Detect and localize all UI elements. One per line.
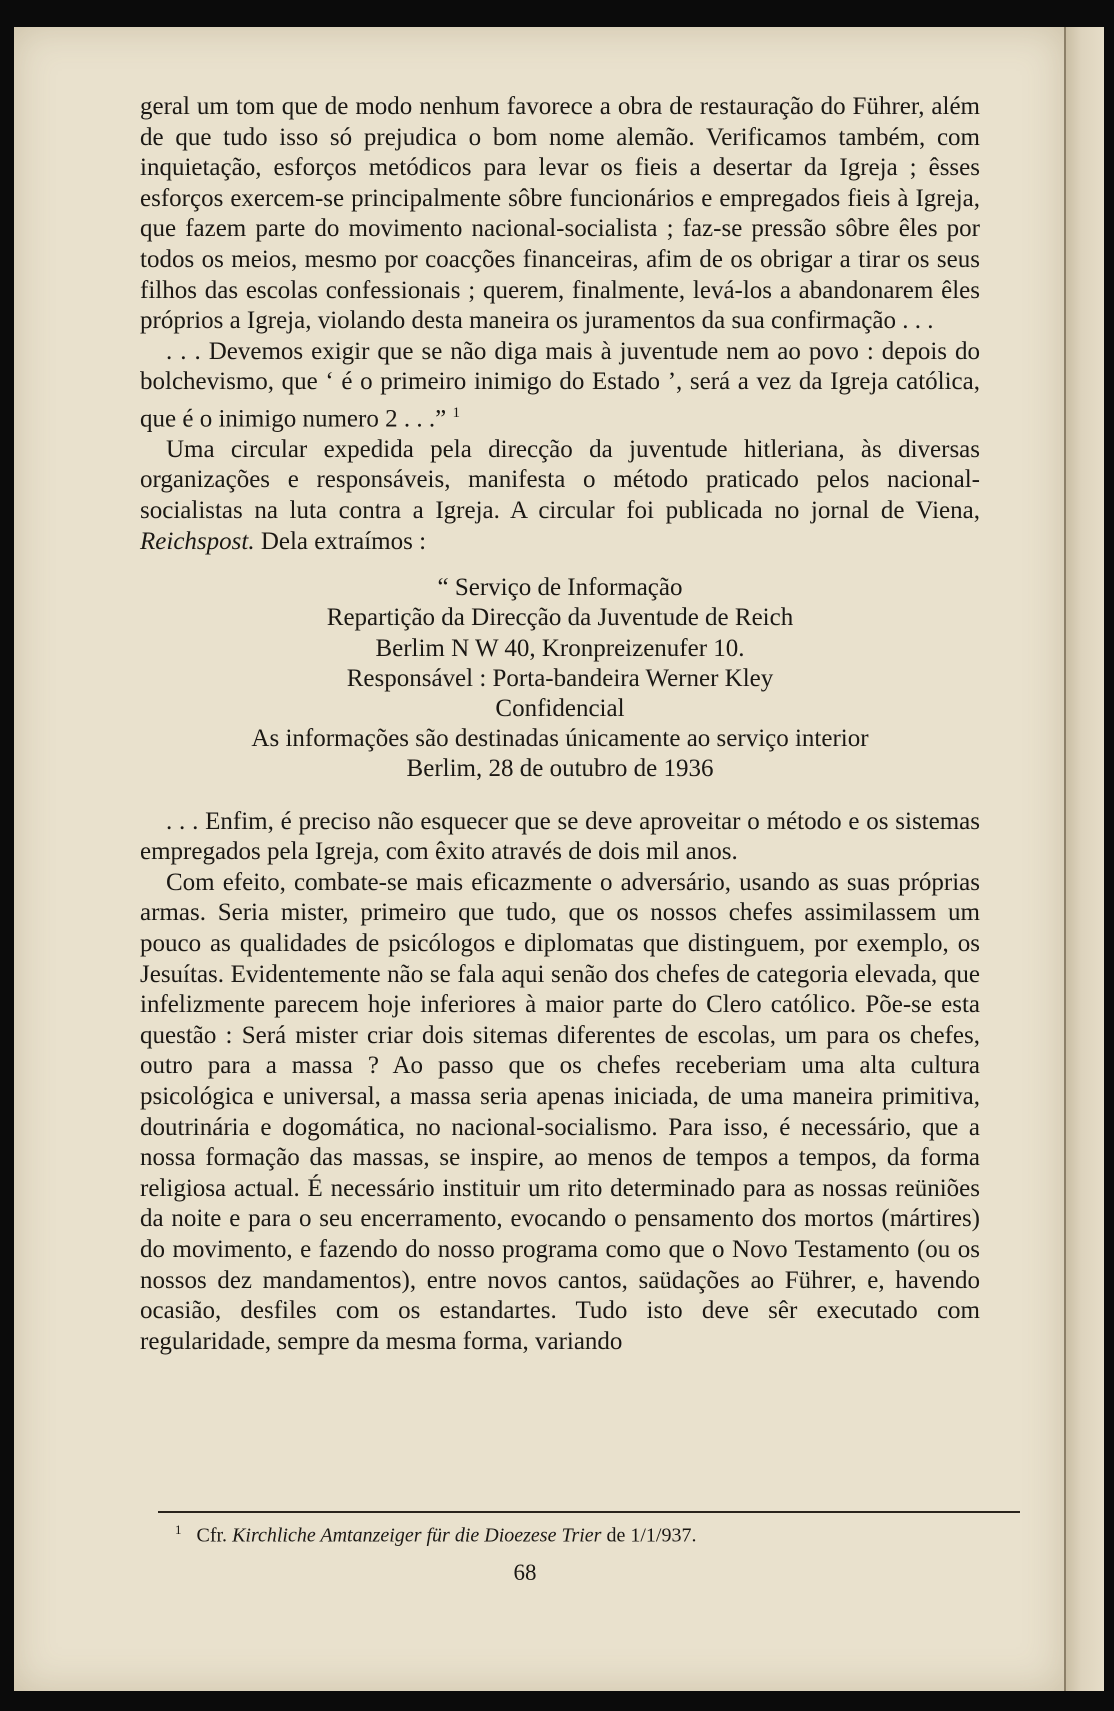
circular-header-line-3: Berlim N W 40, Kronpreizenufer 10. — [375, 634, 745, 662]
paragraph-3-start: Uma circular expedida pela direcção da juventude hitleriana, às diversas organizações e responsáveis, manifesta o método praticado pelos nacional-socialistas na luta contra a Igreja. A circular foi publicada no jornal de Viena, — [140, 435, 980, 525]
footnote-marker: 1 — [175, 1522, 182, 1537]
paragraph-2-text: . . . Devemos exigir que se não diga mais à juventude nem ao povo : depois do bolchevismo, que ‘ é o primeiro inimigo do Estado ’, será a vez da Igreja católica, que é o inimigo numero 2 . . .” — [140, 337, 980, 433]
footnote-title: Kirchliche Amtanzeiger für die Dioezese Trier — [232, 1524, 602, 1547]
page-number: 68 — [513, 1560, 537, 1585]
footnote-prefix: Cfr. — [196, 1524, 228, 1547]
circular-header-line-6: As informações são destinadas únicamente ao serviço interior — [251, 725, 869, 753]
circular-header-line-7: Berlim, 28 de outubro de 1936 — [406, 755, 714, 783]
circular-header-line-2: Repartição da Direcção da Juventude de Reich — [326, 604, 794, 632]
circular-header-line-4: Responsável : Porta-bandeira Werner Kley — [346, 664, 774, 692]
circular-header-line-5: Confidencial — [495, 695, 625, 723]
footnote — [175, 1522, 995, 1548]
page-text — [140, 92, 980, 1357]
paragraph-3 — [140, 435, 980, 557]
paragraph-2 — [140, 337, 980, 435]
journal-name: Reichspost. — [140, 527, 255, 555]
paragraph-1: geral um tom que de modo nenhum favorece a obra de restauração do Führer, além de que tudo isso só prejudica o bom nome alemão. Verificamos também, com inquietação, esforços metódicos para levar os fieis a desertar da Igreja ; êsses esforços exercem-se principalmente sôbre funcionários e empregados fieis à Igreja, que fazem parte do movimento nacional-socialista ; faz-se pressão sôbre êles por todos os meios, mesmo por coacções financeiras, afim de os obrigar a tirar os seus filhos das escolas confessionais ; querem, finalmente, levá-los a abandonarem êles próprios a Igreja, violando desta maneira os juramentos da sua confirmação . . . — [140, 93, 980, 335]
next-page-edge — [1064, 27, 1104, 1691]
paragraph-3-end: Dela extraímos : — [260, 527, 427, 555]
footnote-ref: 1 — [452, 404, 460, 421]
circular-header — [140, 573, 980, 784]
footnote-divider — [158, 1511, 1020, 1513]
circular-header-line-1: “ Serviço de Informação — [437, 574, 683, 602]
paragraph-4: . . . Enfim, é preciso não esquecer que se deve aproveitar o método e os sistemas empregados pela Igreja, com êxito através de dois mil anos. — [140, 807, 980, 866]
paragraph-5: Com efeito, combate-se mais eficazmente o adversário, usando as suas próprias armas. Seria mister, primeiro que tudo, que os nossos chefes assimilassem um pouco as qualidades de psicólogos e diplomatas que distinguem, por exemplo, os Jesuítas. Evidentemente não se fala aqui senão dos chefes de categoria elevada, que infelizmente parecem hoje inferiores à maior parte do Clero católico. Põe-se esta questão : Será mister criar dois sitemas diferentes de escolas, um para os chefes, outro para a massa ? Ao passo que os chefes receberiam uma alta cultura psicológica e universal, a massa seria apenas iniciada, de uma maneira primitiva, doutrinária e dogomática, no nacional-socialismo. Para isso, é necessário, que a nossa formação das massas, se inspire, ao menos de tempos a tempos, da forma religiosa actual. É necessário instituir um rito determinado para as nossas reüniões da noite e para o seu encerramento, evocando o pensamento dos mortos (mártires) do movimento, e fazendo do nosso programa como que o Novo Testamento (ou os nossos dez mandamentos), entre novos cantos, saüdações ao Führer, e, havendo ocasião, desfiles com os estandartes. Tudo isto deve sêr executado com regularidade, sempre da mesma forma, variando — [140, 868, 980, 1355]
footnote-suffix: de 1/1/937. — [606, 1524, 697, 1547]
